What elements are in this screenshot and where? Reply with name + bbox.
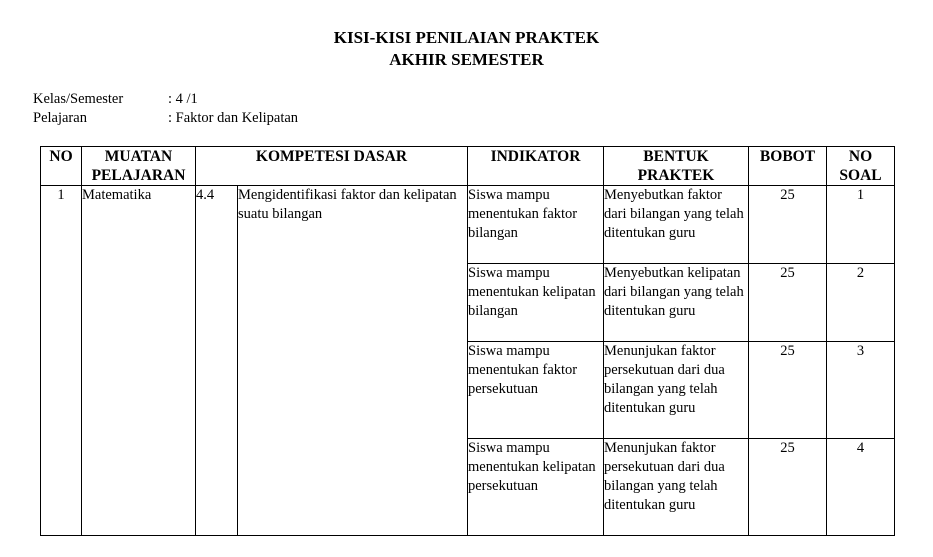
header-muatan-pelajaran: MUATAN PELAJARAN xyxy=(82,147,196,186)
cell-indikator: Siswa mampu menentukan kelipatan bilangan xyxy=(468,264,604,342)
cell-no-soal: 4 xyxy=(827,439,895,536)
header-bobot: BOBOT xyxy=(749,147,827,186)
cell-bobot: 25 xyxy=(749,439,827,536)
cell-bentuk-praktek: Menyebutkan faktor dari bilangan yang telah ditentukan guru xyxy=(604,186,749,264)
table-row xyxy=(41,186,895,264)
header-no-soal: NO SOAL xyxy=(827,147,895,186)
page-subtitle: AKHIR SEMESTER xyxy=(389,50,544,69)
kisi-kisi-table xyxy=(40,146,895,536)
header-indikator: INDIKATOR xyxy=(468,147,604,186)
cell-bobot: 25 xyxy=(749,342,827,439)
header-no: NO xyxy=(41,147,82,186)
kelas-value: : 4 /1 xyxy=(168,91,198,107)
page-title: KISI-KISI PENILAIAN PRAKTEK xyxy=(333,28,600,47)
pelajaran-value: : Faktor dan Kelipatan xyxy=(168,110,299,126)
cell-no-soal: 1 xyxy=(827,186,895,264)
cell-bentuk-praktek: Menunjukan faktor persekutuan dari dua bilangan yang telah ditentukan guru xyxy=(604,342,749,439)
cell-indikator: Siswa mampu menentukan kelipatan persekutuan xyxy=(468,439,604,536)
cell-indikator: Siswa mampu menentukan faktor persekutuan xyxy=(468,342,604,439)
pelajaran-label: Pelajaran xyxy=(33,110,87,126)
cell-indikator: Siswa mampu menentukan faktor bilangan xyxy=(468,186,604,264)
cell-no-soal: 3 xyxy=(827,342,895,439)
cell-no: 1 xyxy=(41,186,82,536)
cell-kd-number: 4.4 xyxy=(196,186,238,536)
kelas-label: Kelas/Semester xyxy=(33,91,124,107)
header-kompetensi-dasar: KOMPETESI DASAR xyxy=(196,147,468,186)
cell-muatan-pelajaran: Matematika xyxy=(82,186,196,536)
table-header-row xyxy=(41,147,895,186)
cell-bentuk-praktek: Menunjukan faktor persekutuan dari dua bilangan yang telah ditentukan guru xyxy=(604,439,749,536)
cell-no-soal: 2 xyxy=(827,264,895,342)
cell-bobot: 25 xyxy=(749,186,827,264)
header-bentuk-praktek: BENTUK PRAKTEK xyxy=(604,147,749,186)
cell-kd-text: Mengidentifikasi faktor dan kelipatan suatu bilangan xyxy=(238,186,468,536)
cell-bobot: 25 xyxy=(749,264,827,342)
cell-bentuk-praktek: Menyebutkan kelipatan dari bilangan yang telah ditentukan guru xyxy=(604,264,749,342)
